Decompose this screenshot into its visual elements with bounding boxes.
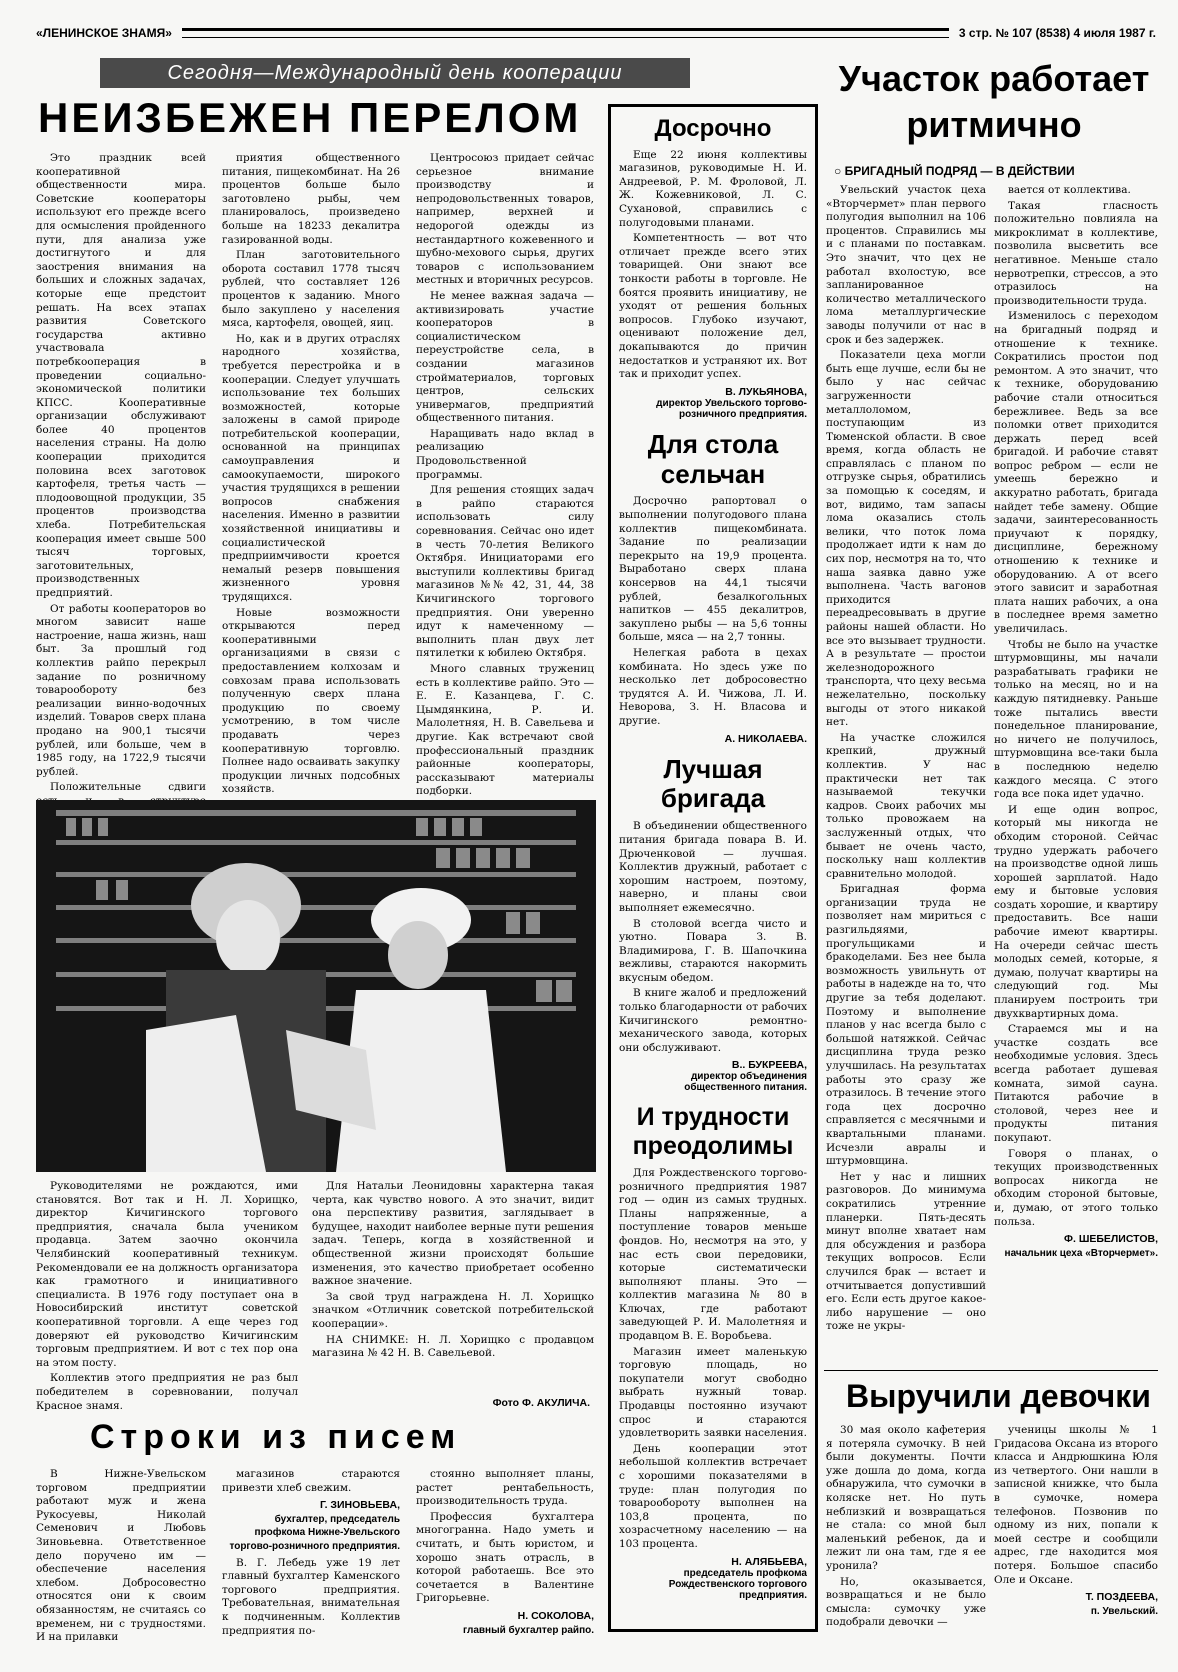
devochki-sig: Т. ПОЗДЕЕВА,: [1085, 1591, 1158, 1604]
paragraph: В Нижне-Увельском торговом предприятии работают муж и жена Рукосуевы, Николай Семенович и Любовь Зиновьевна. Ответственное дело поручено им — обеспечение населения хлебом. Добросовестно относятся они к своим обязанностям, не считаясь со временем, ни с трудностями. И на прилавки: [36, 1468, 206, 1644]
paragraph: Говоря о планах, о текущих производственных вопросах никогда не обходим стороной бытовые, и, думаю, от этого только польза.: [994, 1147, 1158, 1228]
letters-col-3: [416, 1468, 594, 1637]
paragraph: Много славных тружениц есть в коллективе райпо. Это — Е. Е. Казанцева, Г. С. Цымдянкина, Р. И. Малолетняя, Н. В. Савельева и другие. Как встречают свой профессиональный праздник районные кооператоры, рассказывают материалы подборки.: [416, 662, 594, 798]
brigada-text: [619, 820, 807, 1055]
brigada-sig: В.. БУКРЕЕВА,: [731, 1059, 807, 1072]
trudnosti-text: [619, 1167, 807, 1552]
devochki-col-2: [994, 1424, 1158, 1618]
main-article-col-2: [222, 152, 400, 799]
paragraph: Коллектив этого предприятия не раз был победителем в соревновании, получал Красное знамя.: [36, 1372, 298, 1412]
paragraph: В объединении общественного питания бригада повара В. И. Дрюченковой — лучшая. Коллектив дружный, работает с хорошим настроем, поэтому, наверно, и планы свои выполняет ежемесячно.: [619, 820, 807, 914]
trudnosti-title: И трудности преодолимы: [632, 1103, 794, 1161]
paragraph: Но, как и в других отраслях народного хозяйства, требуется перестройка и в кооперации. Следует улучшать использование тех больших возможностей, которые заложены в самой природе потребительской кооперации, основанной на принципах самоуправления и самоокупаемости, широкого участия трудящихся в решении вопросов снабжения населения. Именно в развитии хозяйственной инициативы и социалистической предприимчивости кроется немалый резерв повышения жизненного уровня трудящихся.: [222, 332, 400, 603]
dosrochno-sig-sub: директор Увельского торгово-розничного предприятия.: [656, 397, 807, 420]
brigada-sig-sub: директор объединения общественного питания.: [684, 1071, 807, 1094]
paragraph: В книге жалоб и предложений только благодарности от рабочих Кичигинского ремонтно-механического завода, которых они обслуживают.: [619, 987, 807, 1054]
stol-text: [619, 495, 807, 728]
paragraph: Чтобы не было на участке штурмовщины, мы начали разрабатывать графики не только на месяц, но и на каждую пятидневку. Раньше тоже пытались ввести понедельное планирование, но ничего не получилось, штурмовщина все-таки была в последнюю неделю каждого месяца. С этого года все пока идет удачно.: [994, 638, 1158, 801]
devochki-headline: Выручили девочки: [846, 1378, 1151, 1414]
stol-title: Для стола сельчан: [647, 428, 779, 489]
paragraph: Не менее важная задача — активизировать участие кооператоров в социалистическом переустройстве села, в создании магазинов стройматериалов, торговых центров, сельских универмагов, предприятий общественного питания.: [416, 289, 594, 425]
photo-credit: Фото Ф. АКУЛИЧА.: [492, 1397, 590, 1409]
letters-sig-1-sub: бухгалтер, председатель профкома Нижне-Увельского торгово-розничного предприятия.: [229, 1513, 400, 1552]
paragraph: Для Рождественского торгово-розничного предприятия 1987 год — один из самых трудных. Планы напряженные, а поступление товаров меньше фондов. Но, несмотря на это, у нас есть свои передовики, которые систематически выполняют планы. Это — коллектив магазина № 80 в Ключах, где работают заведующей Р. И. Малолетняя и продавцом В. Е. Воробьева.: [619, 1166, 807, 1343]
paragraph: От работы кооператоров во многом зависит наше настроение, наша жизнь, наш быт. За прошлый год коллектив райпо перекрыл задание по розничному товарообороту без реализации винно-водочных изделий. Товаров сверх плана продано на 900,1 тысячи рублей, или больше, чем в 1985 году, на 1722,9 тысячи рублей.: [36, 602, 206, 778]
uchastok-subhead: ○ БРИГАДНЫЙ ПОДРЯД — В ДЕЙСТВИИ: [834, 164, 1075, 178]
issue-info: 3 стр. № 107 (8538) 4 июля 1987 г.: [958, 26, 1156, 40]
paragraph: Новые возможности открываются перед кооперативными организациями в связи с предоставлением колхозам и совхозам права использовать полученную сверх плана продукцию по своему усмотрению, в том числе продавать через кооперативную торговлю. Полнее надо осваивать закупку продукции личных подсобных хозяйств.: [222, 606, 400, 796]
paragraph: Положительные сдвиги: [50, 781, 206, 794]
paragraph: Профессия бухгалтера многогранна. Надо уметь и считать, и быть юристом, и хорошо знать отрасль, в которой работаешь. Все это сочетается в Валентине Григорьевне.: [416, 1510, 594, 1605]
main-headline: НЕИЗБЕЖЕН ПЕРЕЛОМ: [38, 94, 582, 141]
letters-sig-2: Н. СОКОЛОВА,: [517, 1609, 594, 1622]
paragraph: Руководителями не рождаются, ими становятся. Вот так и Н. Л. Хорищко, директор Кичигинского торгового предприятия, сначала была учеником продавца. Затем заочно окончила Челябинский кооперативный техникум. Рекомендовали ее на должность организатора как грамотного и инициативного специалиста. В 1976 году поступает она в Новосибирский институт советской кооперативной торговли. А еще через год доверяют ей руководство Кичигинским торговым предприятием. И вот с тех пор она на этом посту.: [36, 1180, 298, 1369]
paper-name: «ЛЕНИНСКОЕ ЗНАМЯ»: [36, 26, 172, 40]
paragraph: стоянно выполняет планы, растет рентабельность, производительность труда.: [416, 1468, 594, 1508]
photo-caption-col-2: [312, 1180, 594, 1363]
letters-sig-1: Г. ЗИНОВЬЕВА,: [319, 1499, 400, 1512]
paragraph: Нет у нас и лишних разговоров. До минимума сократились утренние планерки. Пять-десять минут вполне хватает нам для обсуждения и разбора текущих вопросов. Если случился брак — встает и отчитывается допустивший его. Если есть другое какое-либо нарушение — оно тоже не укры-: [826, 1170, 986, 1333]
paragraph: ученицы школы № 1 Гридасова Оксана из второго класса и Андрюшкина Юля из четвертого. Они нашли в записной книжке, что была в сумочке, номера телефонов. Позвонив по одному из них, попали к моей сестре и сообщили адрес, где находится моя потеря. Большое спасибо Оле и Оксане.: [994, 1424, 1158, 1586]
paragraph: План заготовительного оборота составил 1778 тысяч рублей, что составляет 126 процентов к заданию. Много было закуплено у населения мяса, картофеля, овощей, яиц.: [222, 249, 400, 330]
paragraph: И еще один вопрос, который мы никогда не обходим стороной. Сейчас трудно удержать рабочего на производстве одной лишь хорошей зарплатой. Надо ему и бытовые условия создать хорошие, и квартиру предоставить. Все наши рабочие имеют квартиры. На очереди сейчас шесть молодых семей, которые, я думаю, получат квартиры на следующий год. Мы планируем построить три двухквартирных дома.: [994, 803, 1158, 1020]
paragraph: Для решения стоящих задач в райпо стараются использовать силу соревнования. Сейчас оно идет в честь 70-летия Великого Октября. Инициаторами его выступили коллективы бригад магазинов №№ 42, 31, 44, 38 Кичигинского торгового предприятия. Они уверенно идут к намеченному — выполнить план двух лет пятилетки к юбилею Октября.: [416, 484, 594, 660]
paragraph: В. Г. Лебедь уже 19 лет главный бухгалтер Каменского торгового предприятия. Требовательная, внимательная к подчиненным. Коллектив предприятия по-: [222, 1556, 400, 1637]
letters-headline: Строки из писем: [90, 1418, 462, 1456]
devochki-rule: [824, 1370, 1158, 1371]
paragraph: Наращивать надо вклад в реализацию Продовольственной программы.: [416, 427, 594, 481]
paragraph: Магазин имеет маленькую торговую площадь, но покупатели могут свободно выбрать нужный товар. Продавцы постоянно изучают спрос и стараются удовлетворить заявки населения.: [619, 1345, 808, 1440]
paragraph: Такая гласность положительно повлияла на микроклимат в коллективе, позволила высветить все негативное. Меньше стало нервотрепки, стрессов, а это отразилось на производительности труда.: [994, 199, 1158, 307]
paragraph: Еще 22 июня коллективы магазинов, руководимые Н. И. Андреевой, Р. М. Фроловой, Л. Ж. Кожевниковой, Л. С. Сухановой, справились с полугодовыми планами.: [619, 148, 807, 229]
photo-caption-col-1: [36, 1180, 298, 1415]
dosrochno-text: [619, 149, 807, 382]
letters-col-1: [36, 1468, 206, 1647]
letters-col-2: [222, 1468, 400, 1640]
masthead: [36, 22, 1156, 44]
paragraph: Увельский участок цеха «Вторчермет» план первого полугодия выполнил на 106 процентов. Справились мы и с планами по поставкам. Это значит, что цех не работал вхолостую, все запланированное количество металлического лома металлургические заводы получили от нас в срок и без задержек.: [826, 184, 986, 346]
main-article-col-1: [36, 152, 206, 838]
paragraph: приятия общественного питания, пищекомбинат. На 26 процентов больше было заготовлено рыбы, чем планировалось, произведено больше на 18233 декалитра газированной воды.: [222, 152, 400, 246]
main-article-col-3: [416, 152, 594, 801]
paragraph: Для Натальи Леонидовны характерна такая черта, как чувство нового. А это значит, видит она перспективу развития, заглядывает в будущее, находит наиболее верные пути решения задач. Теперь, когда в хозяйственной и общественной жизни происходят большие изменения, это качество приобретает особенно важное значение.: [312, 1180, 594, 1288]
paragraph: В столовой всегда чисто и уютно. Повара З. В. Владимирова, Г. В. Шапочкина вежливы, стараются накормить вкусным обедом.: [619, 917, 807, 984]
photo-image: [36, 800, 596, 1172]
brigada-title: Лучшая бригада: [660, 753, 766, 814]
paragraph: Компетентность — вот что отличает прежде всего этих товарищей. Они знают все тонкости работы в торговле. Не боятся проявить инициативу, не уходят от решения больных вопросов. Глубоко изучают, оценивают положение дел, докапываются до причин недостатков и устраняют их. Вот так и приходит успех.: [619, 232, 807, 381]
uchastok-sig-sub: начальник цеха «Вторчермет».: [1004, 1247, 1158, 1259]
paragraph: Бригадная форма организации труда не позволяет нам мириться с разгильдяями, прогульщиками и бракоделами. Без нее была возможность увильнуть от работы в надежде на то, что другие за тебя доделают. Поэтому и выполнение планов у нас всегда было с большой натяжкой. Сейчас дисциплина труда резко улучшилась. На результатах работы это сразу же отразилось. В течение этого года цех досрочно справляется с месячными и квартальными планами. Исчезли авралы и штурмовщина.: [826, 883, 986, 1168]
paragraph: Это праздник всей кооперативной общественности мира. Советские кооператоры используют его прежде всего для осмысления пройденного пути, для анализа уже достигнутого и для заострения внимания на больших и сложных задачах, которые еще предстоит решать. На всех этапах развития Советского государства активно участвовала потребкооперация в проведении социально-экономической политики КПСС. Кооперативные организации обслуживают более 40 процентов населения страны. На долю кооперации приходится половина всех заготовок картофеля, третья часть — плодоовощной продукции, 35 процентов производства хлеба. Потребительская кооперация имеет свыше 500 тысяч торговых, заготовительных, производственных предприятий.: [36, 152, 206, 599]
devochki-col-1: [826, 1424, 986, 1632]
masthead-rule: [182, 28, 949, 38]
store-photo: [36, 800, 596, 1172]
trudnosti-sig: Н. АЛЯБЬЕВА,: [731, 1555, 807, 1568]
paragraph: Показатели цеха могли быть еще лучше, если бы не было у нас сейчас загруженности металлоломом, поступающим из Тюменской области. В свое время, когда область не справлялась с планом по отгрузке сырья, обратились за помощью к соседям, и вот, видимо, там запасы лома оказались столь велики, что поток лома продолжает идти к нам до сих пор, несмотря на то, что наша заявка давно уже выполнена. Часть вагонов приходится переадресовывать в другие районы нашей области. Но все это вызывает трудности. А в результате — простои железнодорожного транспорта, что цеху весьма нежелательно, поскольку выгоды от этого никакой нет.: [826, 349, 986, 729]
letters-sig-2-sub: главный бухгалтер райпо.: [463, 1624, 594, 1636]
dosrochno-title: Досрочно: [654, 115, 772, 142]
paragraph: День кооперации этот небольшой коллектив встречает с хорошими показателями в труде: план полугодия по товарообороту выполнен на 103,8 процента, по хозрасчетному населению — на 103 процента.: [619, 1442, 807, 1550]
stol-sig: А. НИКОЛАЕВА.: [724, 732, 807, 745]
uchastok-sig: Ф. ШЕБЕЛИСТОВ,: [1064, 1233, 1158, 1246]
paragraph: магазинов стараются привезти хлеб свежим.: [222, 1468, 400, 1494]
trudnosti-sig-sub: председатель профкома Рождественского торгового предприятия.: [668, 1567, 807, 1601]
paragraph: вается от коллектива.: [1008, 184, 1131, 196]
paragraph: Изменилось с переходом на бригадный подряд и отношение к технике. Сократились простои под ремонтом. А это значит, что к технике, оборудованию рабочие стали относиться бережливее. Ведь за все поломки ответ приходится держать перед всей бригадой. И рабочие ставят вопрос ребром — если не умеешь бережно и аккуратно работать, бригада найдет тебе замену. Общие задачи, заинтересованность приучают к порядку, дисциплине, бережному отношению к технике и оборудованию. А от всего этого зависит и заработная плата наших рабочих, а она в последнее время заметно увеличилась.: [994, 310, 1158, 635]
paragraph: На участке сложился крепкий, дружный коллектив. У нас практически нет так называемой текучки кадров. Своих рабочих мы только провожаем на заслуженный отдых, что бывает не очень часто, поскольку наш коллектив сравнительно молодой.: [826, 731, 986, 880]
uchastok-col-1: [826, 184, 986, 1336]
boxed-column: [608, 104, 818, 1632]
paragraph: 30 мая около кафетерия я потеряла сумочку. В ней были документы. Почти уже дошла до дома, когда обнаружила, что сумочки в коляске нет. Но путь неблизкий и возвращаться не стала: со мной был маленький ребенок, да и лежит ли она там, где я ее уронила?: [826, 1424, 986, 1572]
uchastok-headline: Участок работает ритмично: [838, 58, 1150, 145]
paragraph: Досрочно рапортовал о выполнении полугодового плана коллектив пищекомбината. Задание по реализации перекрыто на 19,9 процента. Выработано сверх плана консервов на 44,1 тысячи рублей, безалкогольных напитков — 455 декалитров, закуплено рыбы — на 5,6 тонны больше, мяса — на 2,7 тонны.: [619, 495, 807, 644]
paragraph: За свой труд награждена Н. Л. Хорищко значком «Отличник советской потребительской кооперации».: [312, 1290, 594, 1330]
cooperation-day-banner: Сегодня—Международный день кооперации: [100, 58, 690, 88]
paragraph: НА СНИМКЕ: Н. Л. Хорищко с продавцом магазина № 42 Н. В. Савельевой.: [312, 1333, 594, 1360]
uchastok-col-2: [994, 184, 1158, 1260]
devochki-sig-sub: п. Увельский.: [1090, 1605, 1158, 1617]
paragraph: Центросоюз придает сейчас серьезное внимание производству и непродовольственных товаров, например, верхней и недорогой одежды из нестандартного кожевенного и шубно-мехового сырья, других товаров с использованием местных и вторичных ресурсов.: [416, 152, 594, 287]
paragraph: Но, оказывается, возвращаться и не было смысла: сумочку уже подобрали девочки —: [826, 1575, 986, 1629]
dosrochno-sig: В. ЛУКЬЯНОВА,: [725, 385, 807, 398]
paragraph: Стараемся мы и на участке создать все необходимые условия. Здесь всегда работает душевая комната, зимой сауна. Питаются рабочие в столовой, через нее и продукты питания покупают.: [994, 1023, 1158, 1144]
paragraph: Нелегкая работа в цехах комбината. Но здесь уже по несколько лет добросовестно трудятся А. И. Чижова, Л. И. Неворова, З. Н. Власова и другие.: [619, 647, 807, 727]
